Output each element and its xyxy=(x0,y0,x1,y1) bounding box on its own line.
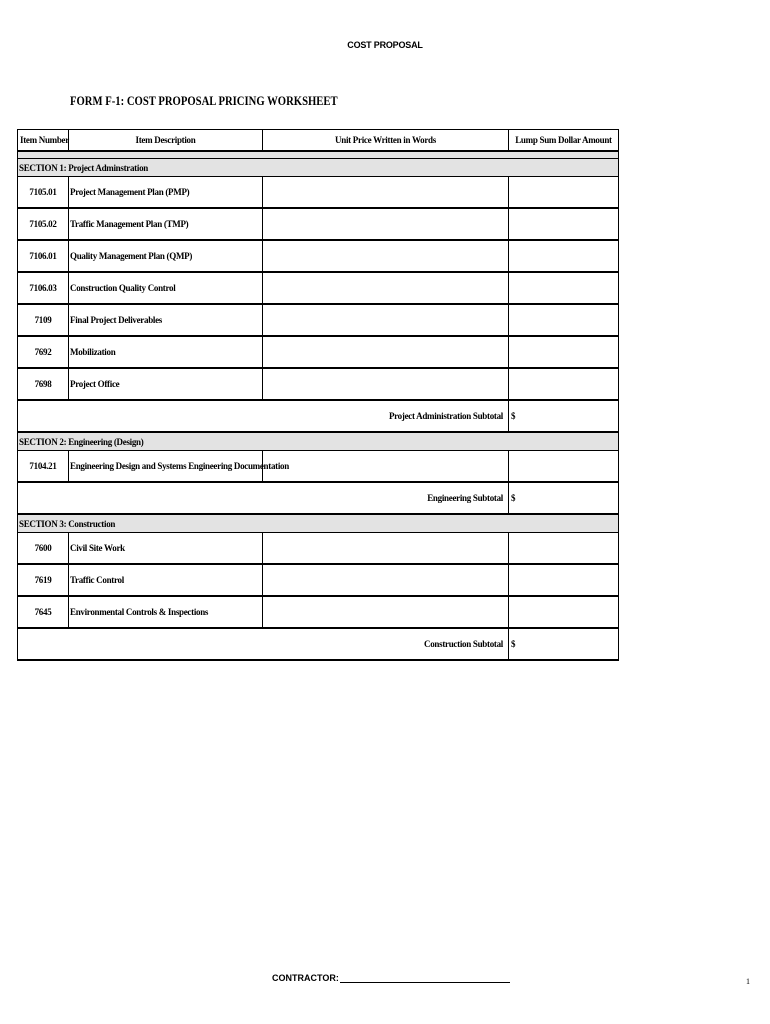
subtotal-row xyxy=(18,400,619,432)
column-header-lump-sum: Lump Sum Dollar Amount xyxy=(509,130,619,152)
table-row xyxy=(18,208,619,240)
lump-sum-input[interactable] xyxy=(509,304,619,336)
page-number: 1 xyxy=(746,977,750,986)
item-description: Environmental Controls & Inspections xyxy=(69,596,263,628)
lump-sum-input[interactable] xyxy=(509,272,619,304)
item-number: 7692 xyxy=(18,336,69,368)
item-number: 7698 xyxy=(18,368,69,400)
contractor-label: CONTRACTOR: xyxy=(272,973,339,983)
subtotal-amount-input[interactable]: $ xyxy=(509,400,619,432)
item-description: Final Project Deliverables xyxy=(69,304,263,336)
section-title: SECTION 2: Engineering (Design) xyxy=(18,432,619,451)
table-row xyxy=(18,304,619,336)
lump-sum-input[interactable] xyxy=(509,208,619,240)
section-header-row xyxy=(18,432,619,451)
contractor-signature xyxy=(272,973,510,983)
table-row xyxy=(18,451,619,483)
unit-price-input[interactable] xyxy=(263,208,509,240)
subtotal-label: Engineering Subtotal xyxy=(18,482,509,514)
form-title: FORM F-1: COST PROPOSAL PRICING WORKSHEET xyxy=(70,93,338,108)
table-row xyxy=(18,368,619,400)
table-header-row xyxy=(18,130,619,152)
section-title: SECTION 1: Project Adminstration xyxy=(18,159,619,177)
unit-price-input[interactable] xyxy=(263,451,509,483)
item-description: Quality Management Plan (QMP) xyxy=(69,240,263,272)
table-row xyxy=(18,272,619,304)
table-row xyxy=(18,336,619,368)
unit-price-input[interactable] xyxy=(263,304,509,336)
unit-price-input[interactable] xyxy=(263,272,509,304)
table-row xyxy=(18,596,619,628)
column-header-item-description: Item Description xyxy=(69,130,263,152)
lump-sum-input[interactable] xyxy=(509,336,619,368)
item-description: Construction Quality Control xyxy=(69,272,263,304)
item-number: 7109 xyxy=(18,304,69,336)
item-description: Engineering Design and Systems Engineering Documentation xyxy=(69,451,263,483)
section-header-row xyxy=(18,159,619,177)
item-description: Traffic Control xyxy=(69,564,263,596)
unit-price-input[interactable] xyxy=(263,240,509,272)
unit-price-input[interactable] xyxy=(263,336,509,368)
item-description: Mobilization xyxy=(69,336,263,368)
document-header: COST PROPOSAL xyxy=(347,40,423,50)
lump-sum-input[interactable] xyxy=(509,596,619,628)
item-number: 7645 xyxy=(18,596,69,628)
subtotal-row xyxy=(18,482,619,514)
table-row xyxy=(18,177,619,209)
item-number: 7619 xyxy=(18,564,69,596)
table-row xyxy=(18,533,619,565)
lump-sum-input[interactable] xyxy=(509,533,619,565)
unit-price-input[interactable] xyxy=(263,564,509,596)
pricing-worksheet-table xyxy=(17,129,619,661)
item-number: 7105.01 xyxy=(18,177,69,209)
subtotal-amount-input[interactable]: $ xyxy=(509,628,619,660)
subtotal-label: Construction Subtotal xyxy=(18,628,509,660)
subtotal-row xyxy=(18,628,619,660)
table-row xyxy=(18,564,619,596)
lump-sum-input[interactable] xyxy=(509,177,619,209)
subtotal-amount-input[interactable]: $ xyxy=(509,482,619,514)
lump-sum-input[interactable] xyxy=(509,564,619,596)
table-row xyxy=(18,240,619,272)
section-header-row xyxy=(18,514,619,533)
item-description: Project Office xyxy=(69,368,263,400)
item-number: 7105.02 xyxy=(18,208,69,240)
item-number: 7106.03 xyxy=(18,272,69,304)
lump-sum-input[interactable] xyxy=(509,368,619,400)
item-number: 7104.21 xyxy=(18,451,69,483)
subtotal-label: Project Administration Subtotal xyxy=(18,400,509,432)
section-title: SECTION 3: Construction xyxy=(18,514,619,533)
unit-price-input[interactable] xyxy=(263,368,509,400)
item-description: Project Management Plan (PMP) xyxy=(69,177,263,209)
column-header-item-number: Item Number xyxy=(18,130,69,152)
header-spacer-cell xyxy=(18,151,619,159)
unit-price-input[interactable] xyxy=(263,596,509,628)
item-description: Traffic Management Plan (TMP) xyxy=(69,208,263,240)
unit-price-input[interactable] xyxy=(263,177,509,209)
unit-price-input[interactable] xyxy=(263,533,509,565)
item-number: 7106.01 xyxy=(18,240,69,272)
lump-sum-input[interactable] xyxy=(509,240,619,272)
item-description: Civil Site Work xyxy=(69,533,263,565)
header-spacer-row xyxy=(18,151,619,159)
contractor-signature-line[interactable] xyxy=(340,974,510,983)
lump-sum-input[interactable] xyxy=(509,451,619,483)
item-number: 7600 xyxy=(18,533,69,565)
column-header-unit-price: Unit Price Written in Words xyxy=(263,130,509,152)
